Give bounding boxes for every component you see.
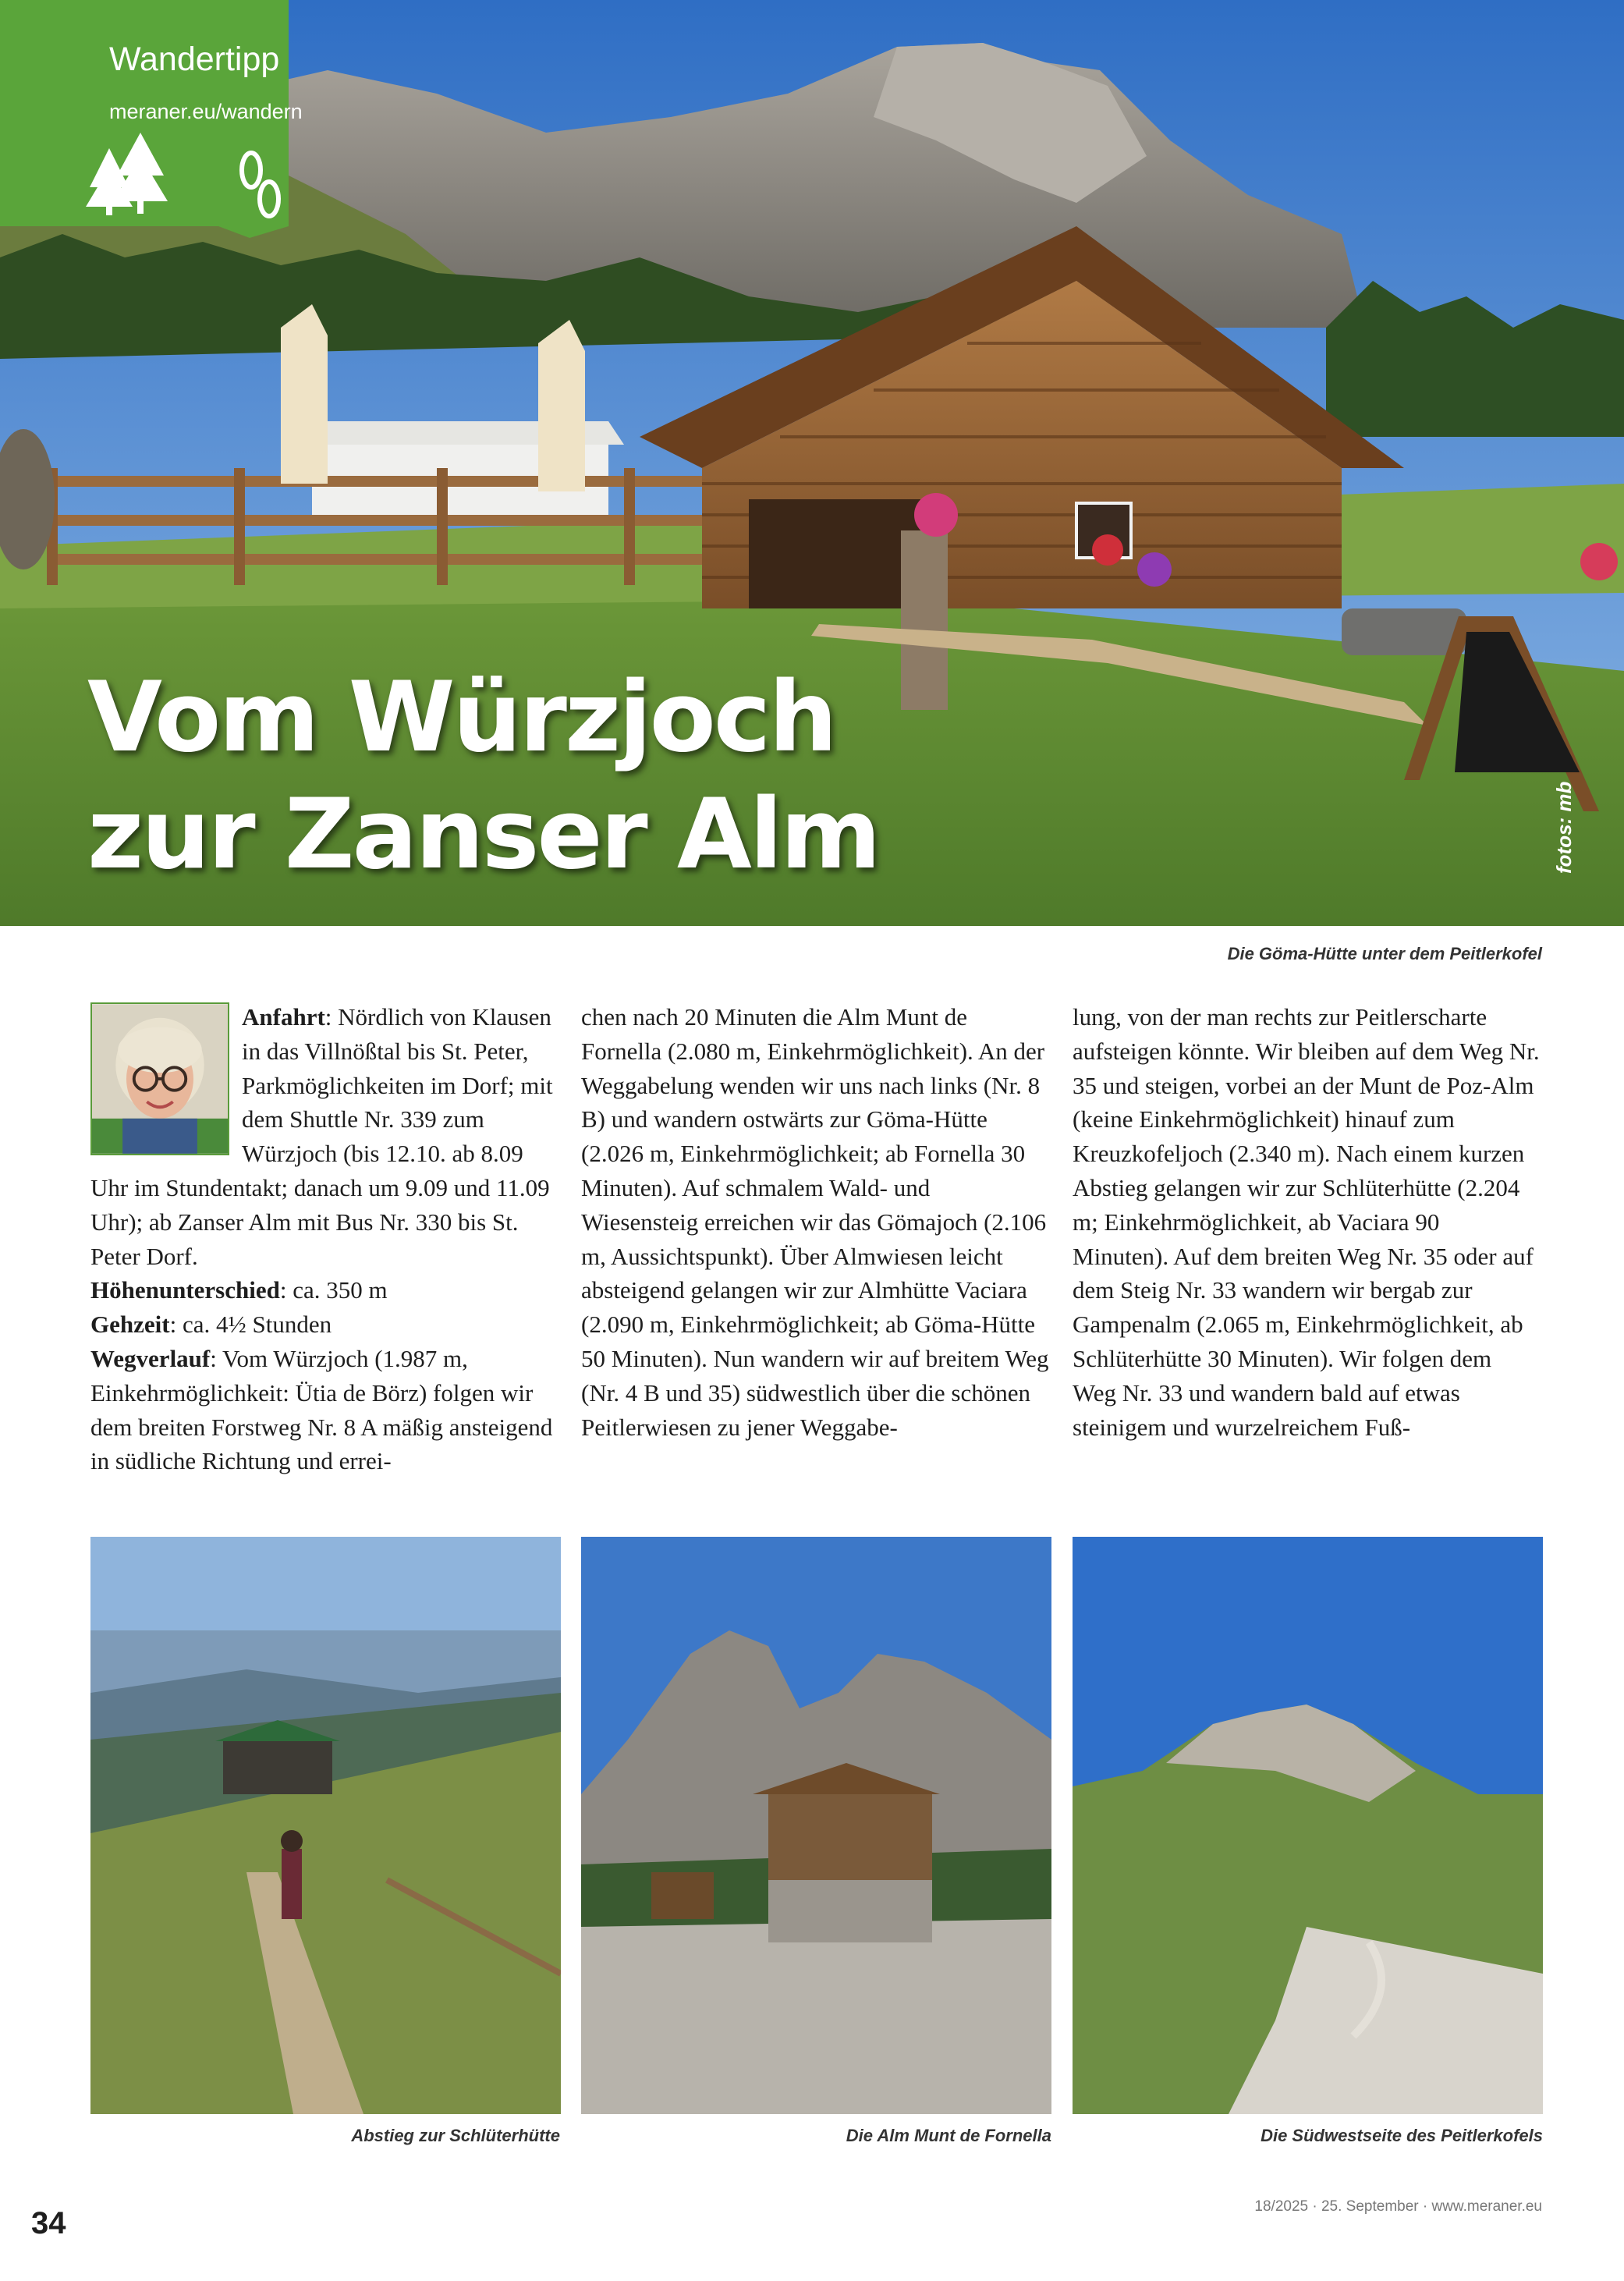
photo-suedwestseite-peitlerkofel (1073, 1537, 1543, 2114)
photo-credit: fotos: mb (1552, 781, 1576, 874)
headline-line-1: Vom Würzjoch (87, 662, 835, 774)
text-hoehenunterschied: : ca. 350 m (279, 1276, 388, 1304)
photo-2-illustration (581, 1537, 1051, 2114)
badge-title: Wandertipp (109, 41, 280, 78)
photo-2-caption: Die Alm Munt de Fornella (846, 2126, 1051, 2145)
article-column-3 (1073, 1000, 1541, 1444)
article-column-2 (581, 1000, 1049, 1444)
label-anfahrt: Anfahrt (242, 1003, 325, 1031)
article-column-1 (90, 1000, 558, 1478)
author-portrait (90, 1002, 229, 1155)
text-wegverlauf: : Vom Würzjoch (1.987 m, Einkehrmöglichkeit: Ütia de Börz) folgen wir dem breiten Forstweg Nr. 8 A mäßig ansteigend in südliche Richtung und errei- (90, 1344, 553, 1475)
photo-3-illustration (1073, 1537, 1543, 2114)
badge-url[interactable]: meraner.eu/wandern (109, 100, 303, 123)
hero-photo (0, 0, 1624, 926)
text-anfahrt: : Nördlich von Klausen in das Villnößtal bis St. Peter, Parkmöglichkeiten im Dorf; mit dem Shuttle Nr. 339 zum Würzjoch (bis 12.10. ab 8.09 Uhr im Stundentakt; danach um 9.09 und 11.09 Uhr); ab Zanser Alm mit Bus Nr. 330 bis St. Peter Dorf. (90, 1003, 553, 1270)
text-gehzeit: : ca. 4½ Stunden (169, 1311, 332, 1339)
photo-1-caption: Abstieg zur Schlüterhütte (351, 2126, 560, 2145)
column-3-text: lung, von der man rechts zur Peitlerscharte aufsteigen könnte. Wir bleiben auf dem Weg Nr. 35 und steigen, vorbei an der Munt de Poz-Alm (keine Einkehrmöglichkeit) hinauf zum Kreuzkofeljoch (2.340 m). Nach einem kurzen Abstieg gelangen wir zur Schlüterhütte (2.204 m; Einkehrmöglichkeit, ab Vaciara 90 Minuten). Auf dem breiten Weg Nr. 35 oder auf dem Steig Nr. 33 wandern wir bergab zur Gampenalm (2.065 m, Einkehrmöglichkeit, ab Schlüterhütte 30 Minuten). Wir folgen dem Weg Nr. 33 und wandern bald auf etwas steinigem und wurzelreichem Fuß- (1073, 1003, 1540, 1441)
label-hoehenunterschied: Höhenunterschied (90, 1276, 280, 1304)
photo-abstieg-schlueterhuette (90, 1537, 561, 2114)
label-wegverlauf: Wegverlauf (90, 1344, 211, 1372)
headline-line-2: zur Zanser Alm (87, 779, 879, 891)
label-gehzeit: Gehzeit (90, 1311, 170, 1339)
photo-alm-munt-de-fornella (581, 1537, 1051, 2114)
page-number: 34 (31, 2206, 66, 2240)
column-2-text: chen nach 20 Minuten die Alm Munt de Fornella (2.080 m, Einkehrmöglichkeit). An der Weggabelung wenden wir uns nach links (Nr. 8 B) und wandern ostwärts zur Göma-Hütte (2.026 m, Einkehrmöglichkeit; ab Fornella 30 Minuten). Auf schmalem Wald- und Wiesensteig erreichen wir das Gömajoch (2.106 m, Aussichtspunkt). Über Almwiesen leicht absteigend gelangen wir zur Almhütte Vaciara (2.090 m, Einkehrmöglichkeit; ab Göma-Hütte 50 Minuten). Nun wandern wir auf breitem Weg (Nr. 4 B und 35) südwestlich über die schönen Peitlerwiesen zu jener Weggabe- (581, 1003, 1049, 1441)
photo-3-caption: Die Südwestseite des Peitlerkofels (1261, 2126, 1543, 2145)
issue-info: 18/2025 · 25. September · www.meraner.eu (1254, 2198, 1542, 2215)
photo-1-illustration (90, 1537, 561, 2114)
hero-caption: Die Göma-Hütte unter dem Peitlerkofel (1227, 944, 1542, 963)
headline (87, 659, 1257, 893)
